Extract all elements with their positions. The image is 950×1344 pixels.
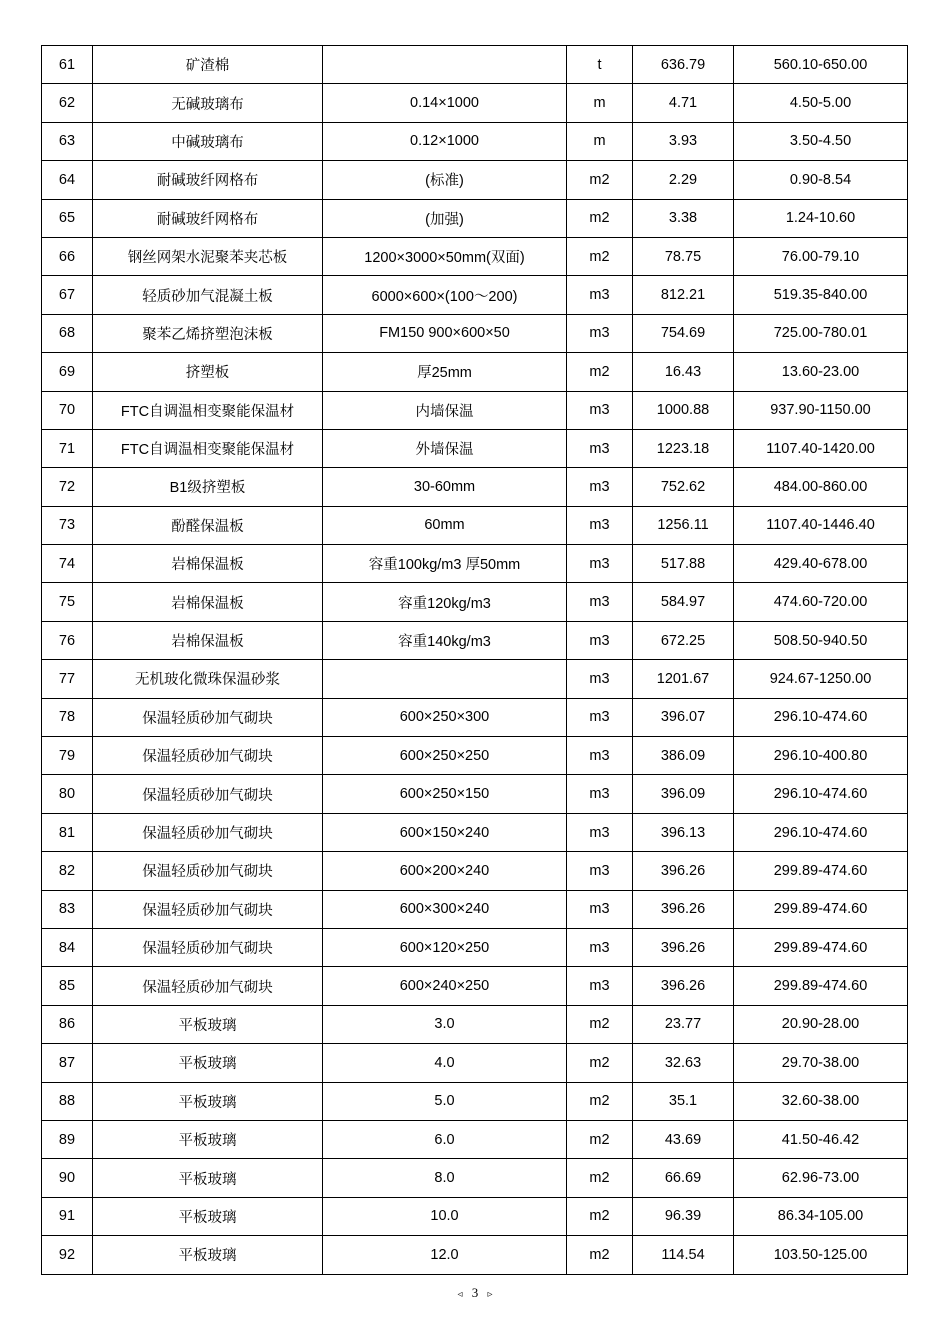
table-row: [42, 583, 908, 621]
cell-price: 584.97: [633, 583, 734, 621]
cell-price: 396.26: [633, 928, 734, 966]
cell-material-name: 无机玻化微珠保温砂浆: [93, 660, 323, 698]
cell-number: 67: [42, 276, 93, 314]
cell-price-range: 4.50-5.00: [734, 84, 908, 122]
cell-specification: 600×120×250: [323, 928, 567, 966]
cell-price: 3.38: [633, 199, 734, 237]
cell-number: 81: [42, 813, 93, 851]
page-footer: [0, 1285, 950, 1301]
cell-specification: 外墙保温: [323, 429, 567, 467]
cell-material-name: 耐碱玻纤网格布: [93, 199, 323, 237]
cell-number: 80: [42, 775, 93, 813]
table-row: [42, 621, 908, 659]
cell-number: 62: [42, 84, 93, 122]
cell-material-name: 平板玻璃: [93, 1236, 323, 1274]
cell-material-name: FTC自调温相变聚能保温材: [93, 429, 323, 467]
cell-specification: (加强): [323, 199, 567, 237]
table-row: [42, 698, 908, 736]
cell-unit: t: [567, 46, 633, 84]
cell-price-range: 41.50-46.42: [734, 1120, 908, 1158]
cell-unit: m3: [567, 852, 633, 890]
cell-specification: (标准): [323, 161, 567, 199]
table-row: [42, 737, 908, 775]
table-row: [42, 468, 908, 506]
cell-material-name: 保温轻质砂加气砌块: [93, 813, 323, 851]
cell-material-name: 保温轻质砂加气砌块: [93, 852, 323, 890]
cell-specification: [323, 660, 567, 698]
cell-material-name: 无碱玻璃布: [93, 84, 323, 122]
cell-specification: 厚25mm: [323, 353, 567, 391]
cell-unit: m3: [567, 660, 633, 698]
cell-unit: m2: [567, 237, 633, 275]
cell-unit: m2: [567, 1044, 633, 1082]
cell-number: 78: [42, 698, 93, 736]
table-row: [42, 353, 908, 391]
cell-material-name: 耐碱玻纤网格布: [93, 161, 323, 199]
table-row: [42, 276, 908, 314]
cell-number: 83: [42, 890, 93, 928]
cell-specification: 10.0: [323, 1197, 567, 1235]
cell-material-name: 平板玻璃: [93, 1005, 323, 1043]
cell-unit: m2: [567, 1082, 633, 1120]
cell-number: 74: [42, 545, 93, 583]
table-row: [42, 1120, 908, 1158]
cell-price: 396.26: [633, 890, 734, 928]
cell-price-range: 296.10-474.60: [734, 698, 908, 736]
cell-price: 43.69: [633, 1120, 734, 1158]
cell-price: 396.13: [633, 813, 734, 851]
cell-price-range: 299.89-474.60: [734, 852, 908, 890]
cell-specification: 600×200×240: [323, 852, 567, 890]
cell-price: 35.1: [633, 1082, 734, 1120]
table-row: [42, 429, 908, 467]
table-row: [42, 775, 908, 813]
cell-unit: m3: [567, 583, 633, 621]
cell-specification: FM150 900×600×50: [323, 314, 567, 352]
cell-unit: m3: [567, 967, 633, 1005]
cell-material-name: 平板玻璃: [93, 1159, 323, 1197]
cell-number: 65: [42, 199, 93, 237]
cell-price: 96.39: [633, 1197, 734, 1235]
cell-price-range: 299.89-474.60: [734, 928, 908, 966]
cell-material-name: FTC自调温相变聚能保温材: [93, 391, 323, 429]
cell-specification: 0.14×1000: [323, 84, 567, 122]
cell-specification: 6000×600×(100～200): [323, 276, 567, 314]
cell-unit: m: [567, 122, 633, 160]
page-number: 3: [471, 1285, 479, 1300]
table-row: [42, 314, 908, 352]
table-row: [42, 890, 908, 928]
cell-price: 32.63: [633, 1044, 734, 1082]
cell-price-range: 924.67-1250.00: [734, 660, 908, 698]
cell-unit: m3: [567, 928, 633, 966]
cell-price: 812.21: [633, 276, 734, 314]
cell-specification: 30-60mm: [323, 468, 567, 506]
cell-number: 61: [42, 46, 93, 84]
cell-price-range: 484.00-860.00: [734, 468, 908, 506]
cell-price: 1000.88: [633, 391, 734, 429]
cell-price: 3.93: [633, 122, 734, 160]
cell-unit: m3: [567, 621, 633, 659]
cell-unit: m2: [567, 1005, 633, 1043]
cell-unit: m3: [567, 429, 633, 467]
table-row: [42, 1005, 908, 1043]
cell-material-name: 保温轻质砂加气砌块: [93, 698, 323, 736]
cell-number: 92: [42, 1236, 93, 1274]
cell-material-name: 矿渣棉: [93, 46, 323, 84]
cell-unit: m3: [567, 775, 633, 813]
cell-unit: m2: [567, 1197, 633, 1235]
cell-number: 68: [42, 314, 93, 352]
cell-unit: m3: [567, 468, 633, 506]
cell-material-name: B1级挤塑板: [93, 468, 323, 506]
cell-price-range: 299.89-474.60: [734, 967, 908, 1005]
cell-number: 89: [42, 1120, 93, 1158]
cell-material-name: 岩棉保温板: [93, 583, 323, 621]
table-row: [42, 161, 908, 199]
cell-number: 70: [42, 391, 93, 429]
cell-price: 672.25: [633, 621, 734, 659]
cell-price: 1256.11: [633, 506, 734, 544]
table-row: [42, 852, 908, 890]
cell-material-name: 保温轻质砂加气砌块: [93, 928, 323, 966]
cell-price-range: 474.60-720.00: [734, 583, 908, 621]
cell-specification: 4.0: [323, 1044, 567, 1082]
cell-price: 78.75: [633, 237, 734, 275]
table-row: [42, 1159, 908, 1197]
cell-price: 386.09: [633, 737, 734, 775]
cell-price: 517.88: [633, 545, 734, 583]
table-row: [42, 545, 908, 583]
table-row: [42, 928, 908, 966]
cell-number: 73: [42, 506, 93, 544]
cell-specification: 12.0: [323, 1236, 567, 1274]
cell-price: 396.26: [633, 852, 734, 890]
cell-price: 1223.18: [633, 429, 734, 467]
table-row: [42, 237, 908, 275]
prev-page-icon: ◃: [457, 1289, 463, 1300]
cell-material-name: 钢丝网架水泥聚苯夹芯板: [93, 237, 323, 275]
table-row: [42, 84, 908, 122]
cell-price: 636.79: [633, 46, 734, 84]
cell-price: 1201.67: [633, 660, 734, 698]
cell-specification: 容重140kg/m3: [323, 621, 567, 659]
cell-price-range: 299.89-474.60: [734, 890, 908, 928]
cell-number: 72: [42, 468, 93, 506]
cell-number: 64: [42, 161, 93, 199]
cell-specification: 600×250×250: [323, 737, 567, 775]
cell-price-range: 1107.40-1446.40: [734, 506, 908, 544]
table-row: [42, 1197, 908, 1235]
cell-unit: m2: [567, 199, 633, 237]
table-row: [42, 1082, 908, 1120]
cell-price-range: 13.60-23.00: [734, 353, 908, 391]
cell-unit: m2: [567, 1159, 633, 1197]
table-row: [42, 1236, 908, 1274]
cell-material-name: 中碱玻璃布: [93, 122, 323, 160]
cell-price-range: 296.10-400.80: [734, 737, 908, 775]
cell-price: 4.71: [633, 84, 734, 122]
cell-price-range: 86.34-105.00: [734, 1197, 908, 1235]
cell-price-range: 76.00-79.10: [734, 237, 908, 275]
cell-price: 396.09: [633, 775, 734, 813]
cell-specification: 600×250×300: [323, 698, 567, 736]
table-body: [42, 46, 908, 1275]
cell-unit: m3: [567, 813, 633, 851]
cell-number: 88: [42, 1082, 93, 1120]
cell-unit: m3: [567, 737, 633, 775]
cell-specification: 容重120kg/m3: [323, 583, 567, 621]
cell-unit: m2: [567, 353, 633, 391]
cell-price-range: 725.00-780.01: [734, 314, 908, 352]
cell-specification: 600×300×240: [323, 890, 567, 928]
cell-unit: m2: [567, 161, 633, 199]
cell-price-range: 32.60-38.00: [734, 1082, 908, 1120]
cell-price-range: 103.50-125.00: [734, 1236, 908, 1274]
cell-specification: 60mm: [323, 506, 567, 544]
cell-number: 69: [42, 353, 93, 391]
cell-material-name: 保温轻质砂加气砌块: [93, 737, 323, 775]
cell-specification: 5.0: [323, 1082, 567, 1120]
table-row: [42, 506, 908, 544]
table-row: [42, 391, 908, 429]
cell-number: 87: [42, 1044, 93, 1082]
cell-material-name: 挤塑板: [93, 353, 323, 391]
cell-price-range: 29.70-38.00: [734, 1044, 908, 1082]
cell-number: 63: [42, 122, 93, 160]
cell-material-name: 平板玻璃: [93, 1044, 323, 1082]
cell-number: 86: [42, 1005, 93, 1043]
cell-unit: m3: [567, 698, 633, 736]
cell-price: 114.54: [633, 1236, 734, 1274]
cell-material-name: 岩棉保温板: [93, 545, 323, 583]
cell-specification: 容重100kg/m3 厚50mm: [323, 545, 567, 583]
cell-price: 396.07: [633, 698, 734, 736]
cell-unit: m3: [567, 506, 633, 544]
cell-specification: 6.0: [323, 1120, 567, 1158]
cell-price-range: 3.50-4.50: [734, 122, 908, 160]
cell-price-range: 560.10-650.00: [734, 46, 908, 84]
cell-number: 91: [42, 1197, 93, 1235]
cell-number: 85: [42, 967, 93, 1005]
cell-price: 23.77: [633, 1005, 734, 1043]
cell-price-range: 937.90-1150.00: [734, 391, 908, 429]
cell-material-name: 酚醛保温板: [93, 506, 323, 544]
cell-price: 754.69: [633, 314, 734, 352]
cell-price: 752.62: [633, 468, 734, 506]
table-row: [42, 46, 908, 84]
cell-unit: m2: [567, 1236, 633, 1274]
table-row: [42, 199, 908, 237]
next-page-icon: ▹: [487, 1289, 493, 1300]
table-row: [42, 660, 908, 698]
cell-specification: 600×250×150: [323, 775, 567, 813]
cell-unit: m3: [567, 545, 633, 583]
cell-price-range: 296.10-474.60: [734, 813, 908, 851]
cell-price-range: 20.90-28.00: [734, 1005, 908, 1043]
cell-price-range: 0.90-8.54: [734, 161, 908, 199]
cell-number: 77: [42, 660, 93, 698]
cell-unit: m3: [567, 391, 633, 429]
cell-material-name: 轻质砂加气混凝土板: [93, 276, 323, 314]
cell-specification: 600×240×250: [323, 967, 567, 1005]
cell-number: 90: [42, 1159, 93, 1197]
cell-price-range: 1107.40-1420.00: [734, 429, 908, 467]
cell-price: 16.43: [633, 353, 734, 391]
table-row: [42, 1044, 908, 1082]
cell-specification: 内墙保温: [323, 391, 567, 429]
cell-unit: m: [567, 84, 633, 122]
cell-material-name: 保温轻质砂加气砌块: [93, 967, 323, 1005]
cell-number: 79: [42, 737, 93, 775]
cell-material-name: 平板玻璃: [93, 1120, 323, 1158]
table-row: [42, 122, 908, 160]
cell-specification: [323, 46, 567, 84]
cell-material-name: 平板玻璃: [93, 1082, 323, 1120]
cell-number: 66: [42, 237, 93, 275]
material-price-table: [41, 45, 908, 1275]
cell-number: 76: [42, 621, 93, 659]
cell-price: 396.26: [633, 967, 734, 1005]
cell-unit: m3: [567, 890, 633, 928]
cell-specification: 0.12×1000: [323, 122, 567, 160]
cell-unit: m2: [567, 1120, 633, 1158]
cell-specification: 8.0: [323, 1159, 567, 1197]
cell-price-range: 519.35-840.00: [734, 276, 908, 314]
cell-specification: 3.0: [323, 1005, 567, 1043]
cell-price: 66.69: [633, 1159, 734, 1197]
cell-material-name: 聚苯乙烯挤塑泡沫板: [93, 314, 323, 352]
cell-unit: m3: [567, 314, 633, 352]
cell-unit: m3: [567, 276, 633, 314]
table-row: [42, 967, 908, 1005]
table-row: [42, 813, 908, 851]
cell-price-range: 1.24-10.60: [734, 199, 908, 237]
cell-price-range: 508.50-940.50: [734, 621, 908, 659]
cell-number: 71: [42, 429, 93, 467]
cell-number: 82: [42, 852, 93, 890]
cell-number: 75: [42, 583, 93, 621]
cell-material-name: 保温轻质砂加气砌块: [93, 890, 323, 928]
cell-specification: 1200×3000×50mm(双面): [323, 237, 567, 275]
cell-material-name: 岩棉保温板: [93, 621, 323, 659]
cell-price-range: 296.10-474.60: [734, 775, 908, 813]
cell-number: 84: [42, 928, 93, 966]
cell-price: 2.29: [633, 161, 734, 199]
cell-specification: 600×150×240: [323, 813, 567, 851]
cell-material-name: 平板玻璃: [93, 1197, 323, 1235]
cell-price-range: 429.40-678.00: [734, 545, 908, 583]
cell-price-range: 62.96-73.00: [734, 1159, 908, 1197]
cell-material-name: 保温轻质砂加气砌块: [93, 775, 323, 813]
